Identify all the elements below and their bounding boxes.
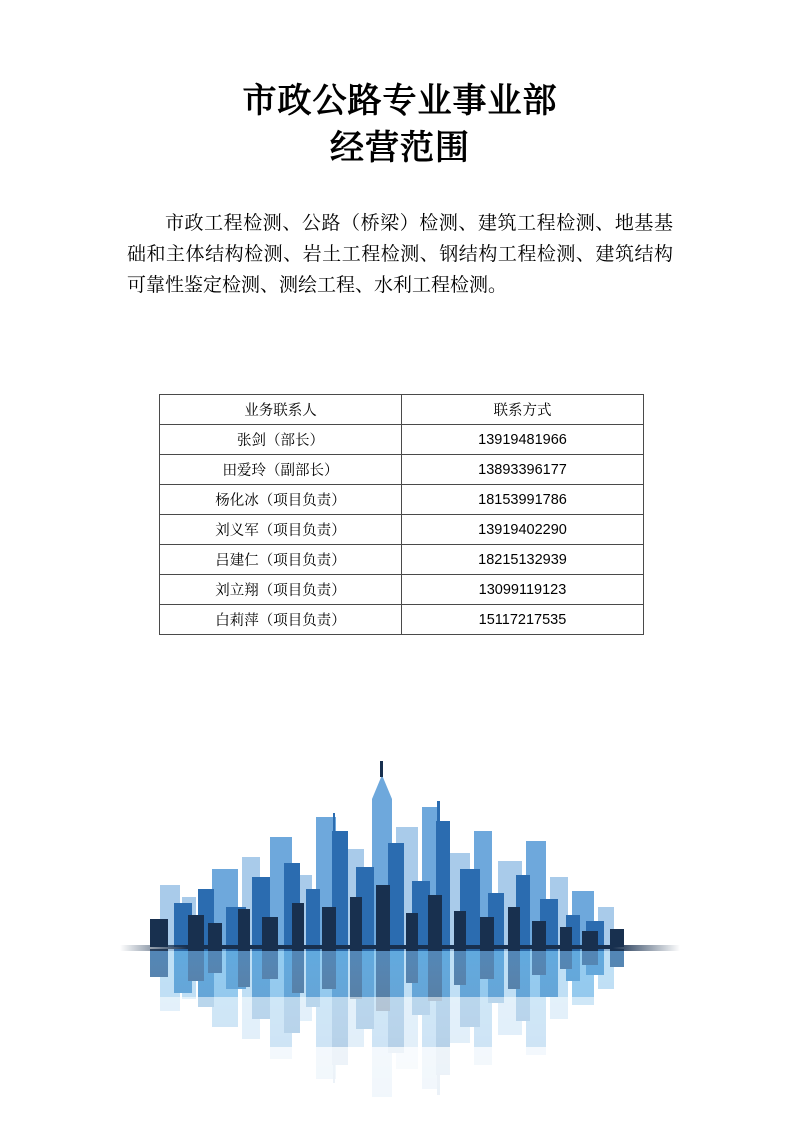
cell-contact-name: 杨化冰（项目负责） [160,485,402,515]
table-row [160,575,644,605]
table-row [160,515,644,545]
table-row [160,425,644,455]
cell-contact-phone: 13919481966 [402,425,644,455]
city-skyline-illustration [120,757,680,1097]
column-header-contact-phone: 联系方式 [402,395,644,425]
contacts-table-wrapper [159,394,641,635]
cell-contact-name: 白莉萍（项目负责） [160,605,402,635]
cell-contact-name: 刘义军（项目负责） [160,515,402,545]
cell-contact-phone: 13893396177 [402,455,644,485]
table-row [160,545,644,575]
cell-contact-phone: 13919402290 [402,515,644,545]
cell-contact-phone: 18153991786 [402,485,644,515]
cell-contact-name: 田爱玲（副部长） [160,455,402,485]
table-row [160,605,644,635]
document-title [0,0,800,172]
cell-contact-name: 吕建仁（项目负责） [160,545,402,575]
column-header-contact-name: 业务联系人 [160,395,402,425]
table-row [160,485,644,515]
title-line-2: 经营范围 [330,129,470,167]
scope-paragraph: 市政工程检测、公路（桥梁）检测、建筑工程检测、地基基础和主体结构检测、岩土工程检测、钢结构工程检测、建筑结构可靠性鉴定检测、测绘工程、水利工程检测。 [127,213,673,296]
cell-contact-name: 张剑（部长） [160,425,402,455]
cell-contact-phone: 13099119123 [402,575,644,605]
table-header-row [160,395,644,425]
title-line-1: 市政公路专业事业部 [242,82,558,120]
cell-contact-phone: 18215132939 [402,545,644,575]
table-row [160,455,644,485]
cell-contact-phone: 15117217535 [402,605,644,635]
cell-contact-name: 刘立翔（项目负责） [160,575,402,605]
contacts-table [159,394,644,635]
